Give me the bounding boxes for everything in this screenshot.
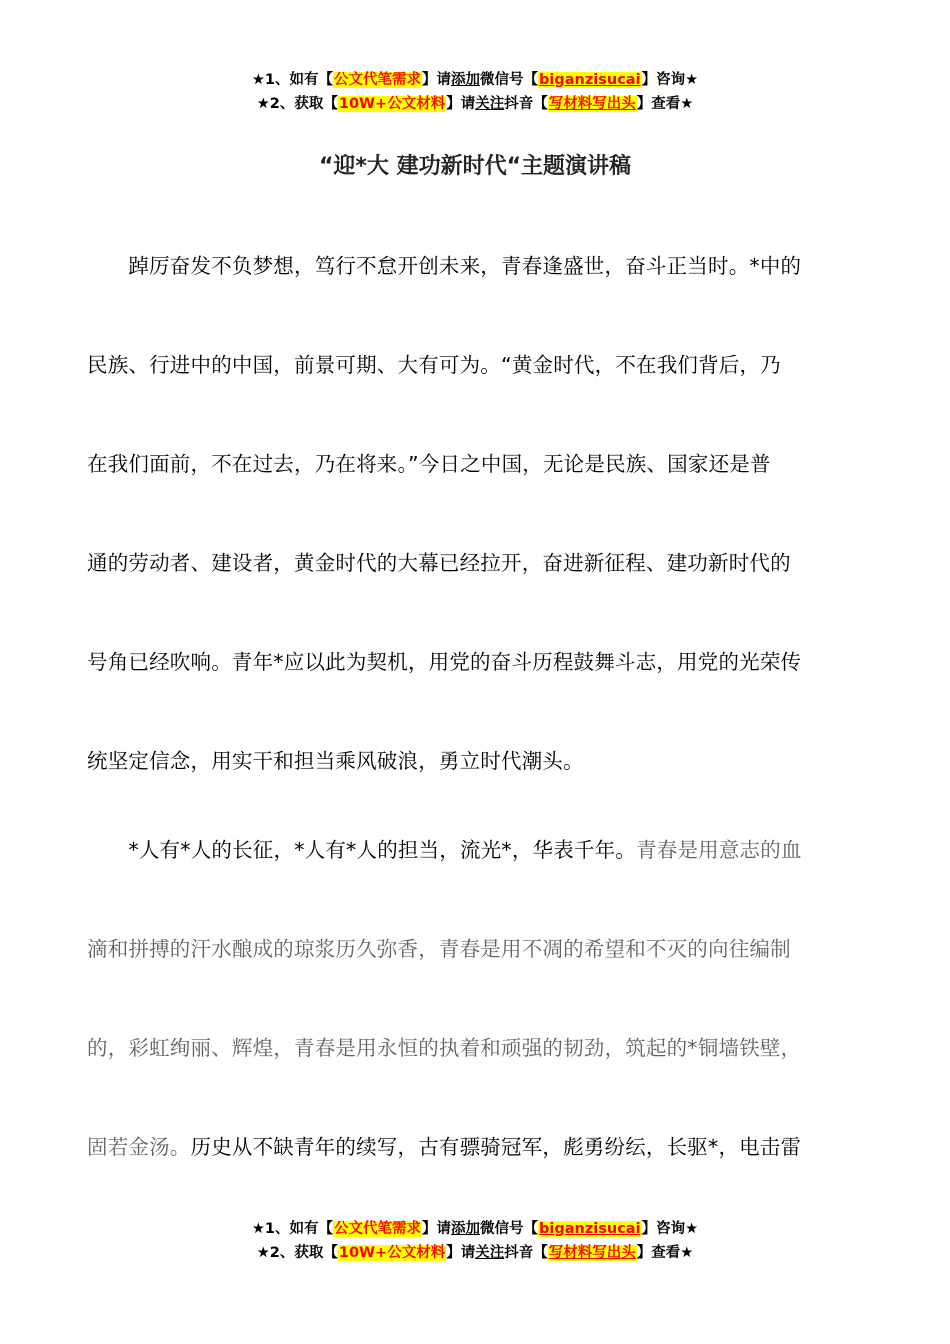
paragraph-line [87,1131,867,1163]
banner-emphasis: 添加 [451,1221,481,1237]
document-title: “迎*大 建功新时代“主题演讲稿 [318,154,632,179]
paragraph-line: 号角已经吹响。青年*应以此为契机，用党的奋斗历程鼓舞斗志，用党的光荣传 [87,650,802,674]
banner-line-1 [0,68,950,92]
banner-highlight: 公文代笔需求 [334,1221,422,1237]
paragraph-line: 的，彩虹绚丽、辉煌，青春是用永恒的执着和顽强的韧劲，筑起的*铜墙铁壁， [87,1036,802,1060]
banner-wechat-id: biganzisucai [539,72,641,88]
banner-text: 抖音【 [504,1245,548,1261]
paragraph-text: *人有*人的长征，*人有*人的担当，流光*，华表千年。 [87,838,637,862]
banner-text: 】查看★ [636,1245,694,1261]
paragraph-line [87,834,867,866]
paragraph-line: 民族、行进中的中国，前景可期、大有可为。“黄金时代，不在我们背后，乃 [87,353,781,377]
banner-highlight: 公文代笔需求 [334,72,422,88]
banner-text: 】请 [446,1245,476,1261]
banner-text: 微信号【 [480,1221,539,1237]
paragraph-line: 通的劳动者、建设者，黄金时代的大幕已经拉开，奋进新征程、建功新时代的 [87,551,791,575]
banner-highlight: 10W+公文材料 [338,1245,446,1261]
paragraph-line: 统坚定信念，用实干和担当乘风破浪，勇立时代潮头。 [87,749,584,773]
banner-text: 抖音【 [504,96,548,112]
banner-text: 】咨询★ [641,1221,699,1237]
header-banner [0,68,950,116]
banner-emphasis: 添加 [451,72,481,88]
banner-highlight: 写材料写出头 [548,1245,636,1261]
banner-text: ★2、获取【 [256,1245,338,1261]
paragraph-line: 踔厉奋发不负梦想，笃行不怠开创未来，青春逢盛世，奋斗正当时。*中的 [87,254,802,278]
banner-text: ★1、如有【 [251,72,334,88]
banner-text: 】请 [422,1221,452,1237]
banner-line-2 [0,1241,950,1265]
banner-text: ★1、如有【 [251,1221,334,1237]
paragraph-line: 滴和拼搏的汗水酿成的琼浆历久弥香，青春是用不凋的希望和不灭的向往编制 [87,937,791,961]
banner-line-1 [0,1217,950,1241]
banner-emphasis: 关注 [475,96,505,112]
paragraph-text: 历史从不缺青年的续写，古有骠骑冠军，彪勇纷纭，长驱*，电击雷 [190,1135,802,1159]
paragraph-text-grey: 固若金汤。 [87,1135,191,1159]
banner-text: ★2、获取【 [256,96,338,112]
banner-wechat-id: biganzisucai [539,1221,641,1237]
banner-highlight: 10W+公文材料 [338,96,446,112]
banner-line-2 [0,92,950,116]
paragraph-text-grey: 青春是用意志的血 [636,838,802,862]
banner-text: 】咨询★ [641,72,699,88]
footer-banner [0,1217,950,1265]
paragraph-line: 在我们面前，不在过去，乃在将来。”今日之中国，无论是民族、国家还是普 [87,452,771,476]
banner-text: 】请 [446,96,476,112]
banner-text: 微信号【 [480,72,539,88]
banner-text: 】请 [422,72,452,88]
banner-text: 】查看★ [636,96,694,112]
banner-emphasis: 关注 [475,1245,505,1261]
banner-highlight: 写材料写出头 [548,96,636,112]
